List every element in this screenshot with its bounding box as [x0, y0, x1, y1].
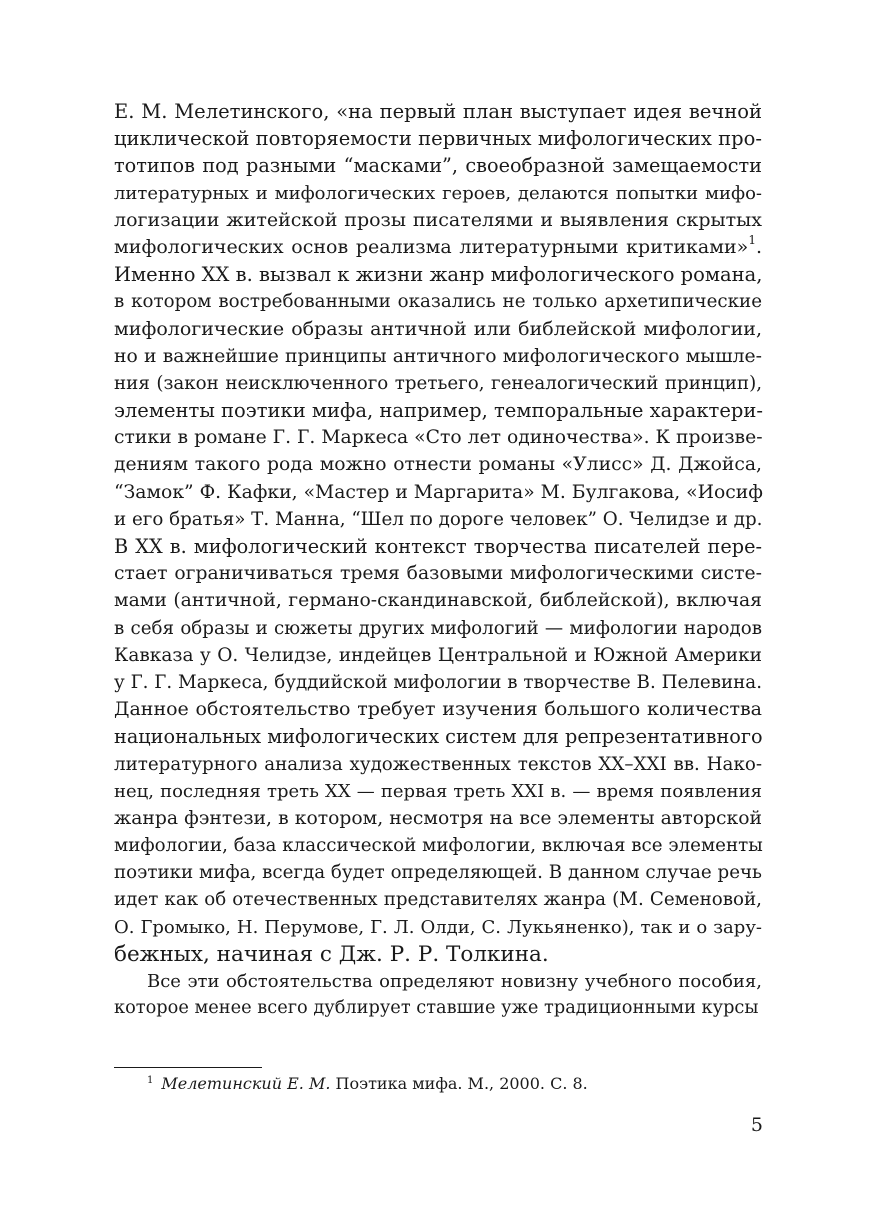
text-line: которое менее всего дублирует ставшие уже традиционными курсы	[114, 998, 759, 1019]
text-line: Кавказа у О. Челидзе, индейцев Центральной и Южной Америки	[114, 644, 762, 666]
text-line: “Замок” Ф. Кафки, «Мастер и Маргарита» М. Булгакова, «Иосиф	[114, 481, 763, 503]
text-line: в котором востребованными оказались не только архетипические	[114, 291, 762, 313]
text-line: литературного анализа художественных текстов XX–XXI вв. Нако-	[114, 753, 762, 775]
text-line: жанра фэнтези, в котором, несмотря на все элементы авторской	[114, 807, 762, 829]
text-line: литературных и мифологических героев, делаются попытки мифо-	[114, 182, 762, 204]
text-line: мами (античной, германо-скандинавской, библейской), включая	[114, 590, 762, 612]
text-line: мифологические образы античной или библейской мифологии,	[114, 317, 762, 340]
text-line-content: мифологических основ реализма литературными критиками»	[114, 235, 749, 258]
text-line: дениям такого рода можно отнести романы «Улисс» Д. Джойса,	[114, 454, 762, 476]
text-line: но и важнейшие принципы античного мифологического мышле-	[114, 345, 762, 367]
footnote-separator	[114, 1067, 262, 1068]
footnote	[147, 1074, 588, 1094]
page-number: 5	[750, 1114, 763, 1136]
footnote-reference[interactable]: 1	[748, 232, 756, 247]
text-line: национальных мифологических систем для репрезентативного	[114, 725, 763, 749]
text-line: циклической повторяемости первичных мифологических про-	[114, 127, 762, 151]
text-line: В XX в. мифологический контекст творчества писателей пере-	[114, 535, 762, 558]
text-line: нец, последняя треть XX — первая треть XXI в. — время появления	[114, 780, 762, 802]
text-line: поэтики мифа, всегда будет определяющей. В данном случае речь	[114, 862, 762, 884]
text-line: Именно XX в. вызвал к жизни жанр мифологического романа,	[114, 263, 763, 287]
text-line: мифологии, база классической мифологии, включая все элементы	[114, 835, 763, 857]
footnote-marker: 1	[147, 1075, 154, 1086]
text-line: Е. М. Мелетинского, «на первый план выступает идея вечной	[114, 100, 762, 123]
footnote-author: Мелетинский Е. М.	[161, 1074, 331, 1093]
text-line: ния (закон неисключенного третьего, генеалогический принцип),	[114, 372, 762, 394]
text-line: О. Громыко, Н. Перумове, Г. Л. Олди, С. Лукьяненко), так и о зару-	[114, 916, 762, 938]
footnote-citation: Поэтика мифа. М., 2000. С. 8.	[330, 1074, 588, 1093]
text-line: логизации житейской прозы писателями и выявления скрытых	[114, 208, 762, 231]
text-line: Данное обстоятельство требует изучения большого количества	[114, 698, 762, 721]
text-line: у Г. Г. Маркеса, буддийской мифологии в творчестве В. Пелевина.	[114, 671, 762, 693]
text-line: элементы поэтики мифа, например, темпоральные характери-	[114, 399, 763, 423]
text-line: тотипов под разными “масками”, своеобразной замещаемости	[114, 154, 762, 178]
paragraph-first-line: Все эти обстоятельства определяют новизну учебного пособия,	[147, 971, 762, 992]
text-line-with-footnote	[114, 234, 762, 261]
text-line: стает ограничиваться тремя базовыми мифологическими систе-	[114, 563, 762, 585]
text-line: бежных, начиная с Дж. Р. Р. Толкина.	[114, 941, 549, 967]
body-text	[114, 98, 762, 1022]
text-line-end: .	[755, 235, 762, 258]
text-line: в себя образы и сюжеты других мифологий — мифологии народов	[114, 617, 762, 639]
text-line: идет как об отечественных представителях жанра (М. Семеновой,	[114, 889, 762, 911]
text-line: стики в романе Г. Г. Маркеса «Сто лет одиночества». К произве-	[114, 427, 763, 449]
text-line: и его братья» Т. Манна, “Шел по дороге человек” О. Челидзе и др.	[114, 508, 763, 530]
